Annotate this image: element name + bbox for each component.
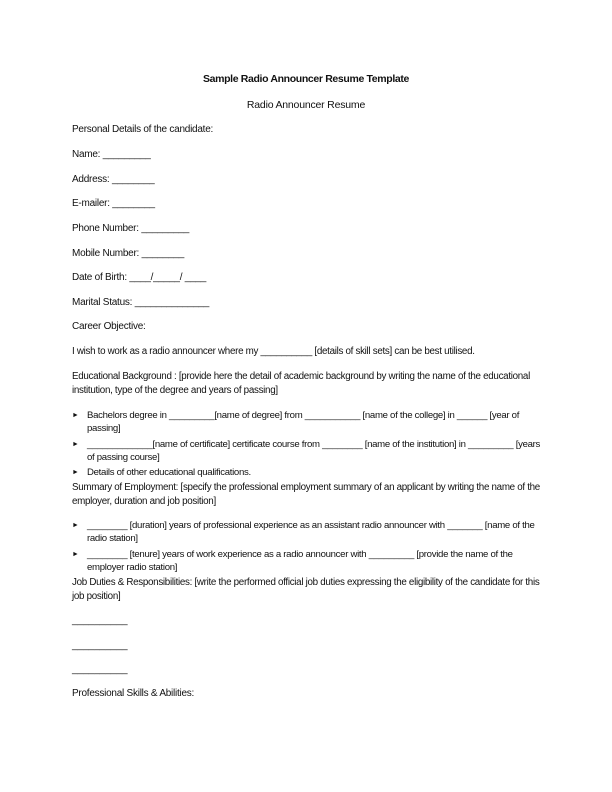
education-item bbox=[72, 409, 542, 435]
employment-item-text: ________ [tenure] years of work experience as a radio announcer with _________ [provide the name of the employer radio station] bbox=[87, 549, 513, 573]
bullet-icon: ► bbox=[72, 551, 79, 558]
duties-intro: Job Duties & Responsibilities: [write the performed official job duties expressing the eligibility of the candidate for this job position] bbox=[72, 577, 540, 602]
phone-field: Phone Number: _________ bbox=[72, 223, 190, 234]
document-title: Sample Radio Announcer Resume Template bbox=[202, 73, 410, 85]
education-intro: Educational Background : [provide here the detail of academic background by writing the name of the educational institution, type of the degree and years of passing] bbox=[72, 371, 530, 396]
email-field: E-mailer: ________ bbox=[72, 198, 155, 209]
bullet-icon: ► bbox=[72, 441, 79, 448]
personal-details-heading: Personal Details of the candidate: bbox=[72, 124, 214, 135]
education-item bbox=[72, 438, 542, 464]
career-objective-heading: Career Objective: bbox=[72, 321, 146, 332]
skills-heading: Professional Skills & Abilities: bbox=[72, 688, 195, 699]
address-field: Address: ________ bbox=[72, 174, 155, 185]
education-item bbox=[72, 466, 542, 479]
employment-item bbox=[72, 519, 542, 545]
bullet-icon: ► bbox=[72, 412, 79, 419]
document-subtitle: Radio Announcer Resume bbox=[246, 99, 366, 111]
education-item-text: _____________[name of certificate] certificate course from ________ [name of the institution] in _________ [years of passing course] bbox=[87, 439, 541, 463]
education-item-text: Details of other educational qualifications. bbox=[87, 467, 251, 478]
duties-blank-line: __________ bbox=[72, 664, 128, 675]
name-field: Name: _________ bbox=[72, 149, 151, 160]
duties-blank-line: __________ bbox=[72, 615, 128, 626]
marital-status-field: Marital Status: ______________ bbox=[72, 297, 210, 308]
dob-field: Date of Birth: ____/_____/ ____ bbox=[72, 272, 207, 283]
employment-item bbox=[72, 548, 542, 574]
education-item-text: Bachelors degree in _________[name of degree] from ___________ [name of the college] in ______ [year of passing] bbox=[87, 410, 520, 434]
employment-item-text: ________ [duration] years of professional experience as an assistant radio announcer with _______ [name of the radio station] bbox=[87, 520, 535, 544]
duties-blank-line: __________ bbox=[72, 640, 128, 651]
bullet-icon: ► bbox=[72, 469, 79, 476]
bullet-icon: ► bbox=[72, 522, 79, 529]
career-objective-text: I wish to work as a radio announcer where my __________ [details of skill sets] can be best utilised. bbox=[72, 346, 475, 357]
mobile-field: Mobile Number: ________ bbox=[72, 248, 185, 259]
employment-intro: Summary of Employment: [specify the professional employment summary of an applicant by writing the name of the employer, duration and job position] bbox=[72, 482, 540, 507]
